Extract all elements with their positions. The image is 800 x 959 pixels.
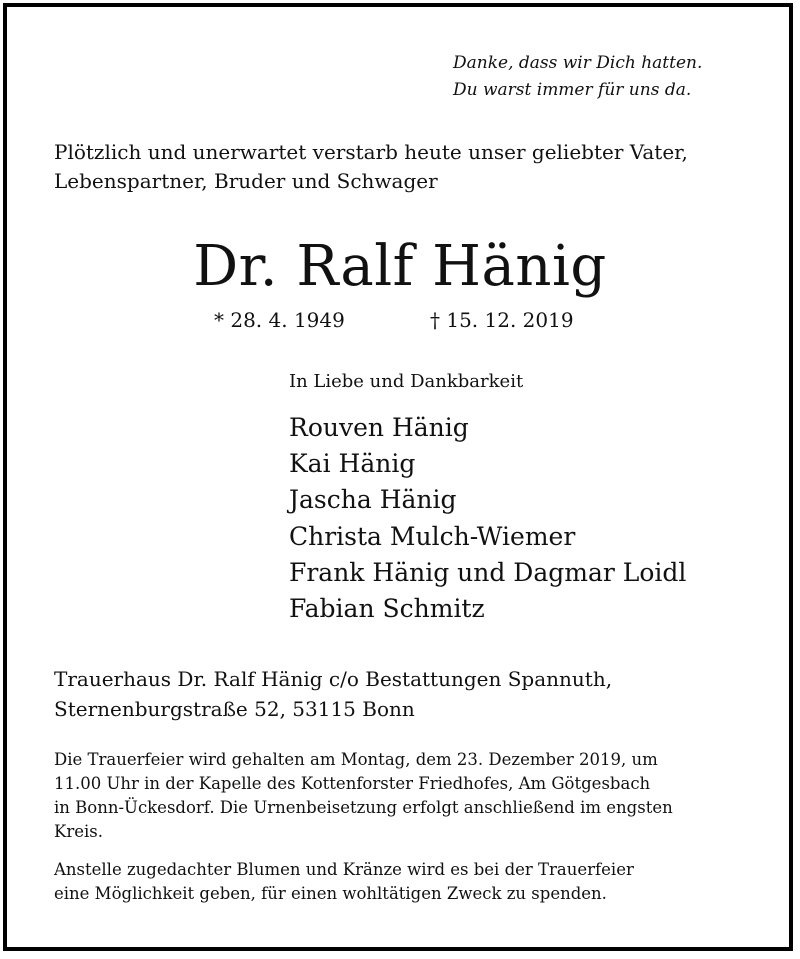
donation-line: eine Möglichkeit geben, für einen wohltätigen Zweck zu spenden. (54, 884, 607, 903)
intro-line-2: Lebenspartner, Bruder und Schwager (54, 169, 438, 193)
intro-line-1: Plötzlich und unerwartet verstarb heute unser geliebter Vater, (54, 140, 688, 164)
address-line-1: Trauerhaus Dr. Ralf Hänig c/o Bestattungen Spannuth, (54, 667, 613, 691)
mourner-name: Fabian Schmitz (289, 594, 485, 624)
deceased-name: Dr. Ralf Hänig (193, 234, 607, 299)
ceremony-line: 11.00 Uhr in der Kapelle des Kottenforster Friedhofes, Am Götgesbach (54, 774, 651, 793)
address-line-2: Sternenburgstraße 52, 53115 Bonn (54, 697, 415, 721)
mourner-name: Rouven Hänig (289, 413, 469, 442)
birth-date: * 28. 4. 1949 (214, 308, 345, 332)
donation-paragraph (54, 858, 754, 906)
ceremony-line: in Bonn-Ückesdorf. Die Urnenbeisetzung erfolgt anschließend im engsten (54, 798, 673, 817)
mourner-name: Kai Hänig (289, 449, 416, 479)
motto-line-1: Danke, dass wir Dich hatten. (453, 53, 703, 73)
mourner-name: Christa Mulch-Wiemer (289, 521, 576, 551)
mourners-list (289, 410, 686, 627)
mourning-house-address (54, 664, 612, 724)
motto-quote (453, 50, 773, 104)
intro-text (54, 138, 764, 196)
donation-line: Anstelle zugedachter Blumen und Kränze wird es bei der Trauerfeier (54, 860, 634, 879)
death-date: † 15. 12. 2019 (430, 308, 574, 332)
mourners-heading: In Liebe und Dankbarkeit (289, 371, 524, 392)
motto-line-2: Du warst immer für uns da. (453, 80, 692, 100)
ceremony-line: Die Trauerfeier wird gehalten am Montag, dem 23. Dezember 2019, um (54, 750, 658, 769)
ceremony-line: Kreis. (54, 822, 103, 841)
ceremony-paragraph (54, 748, 754, 844)
mourner-name: Jascha Hänig (289, 485, 457, 515)
mourner-name: Frank Hänig und Dagmar Loidl (289, 557, 687, 587)
